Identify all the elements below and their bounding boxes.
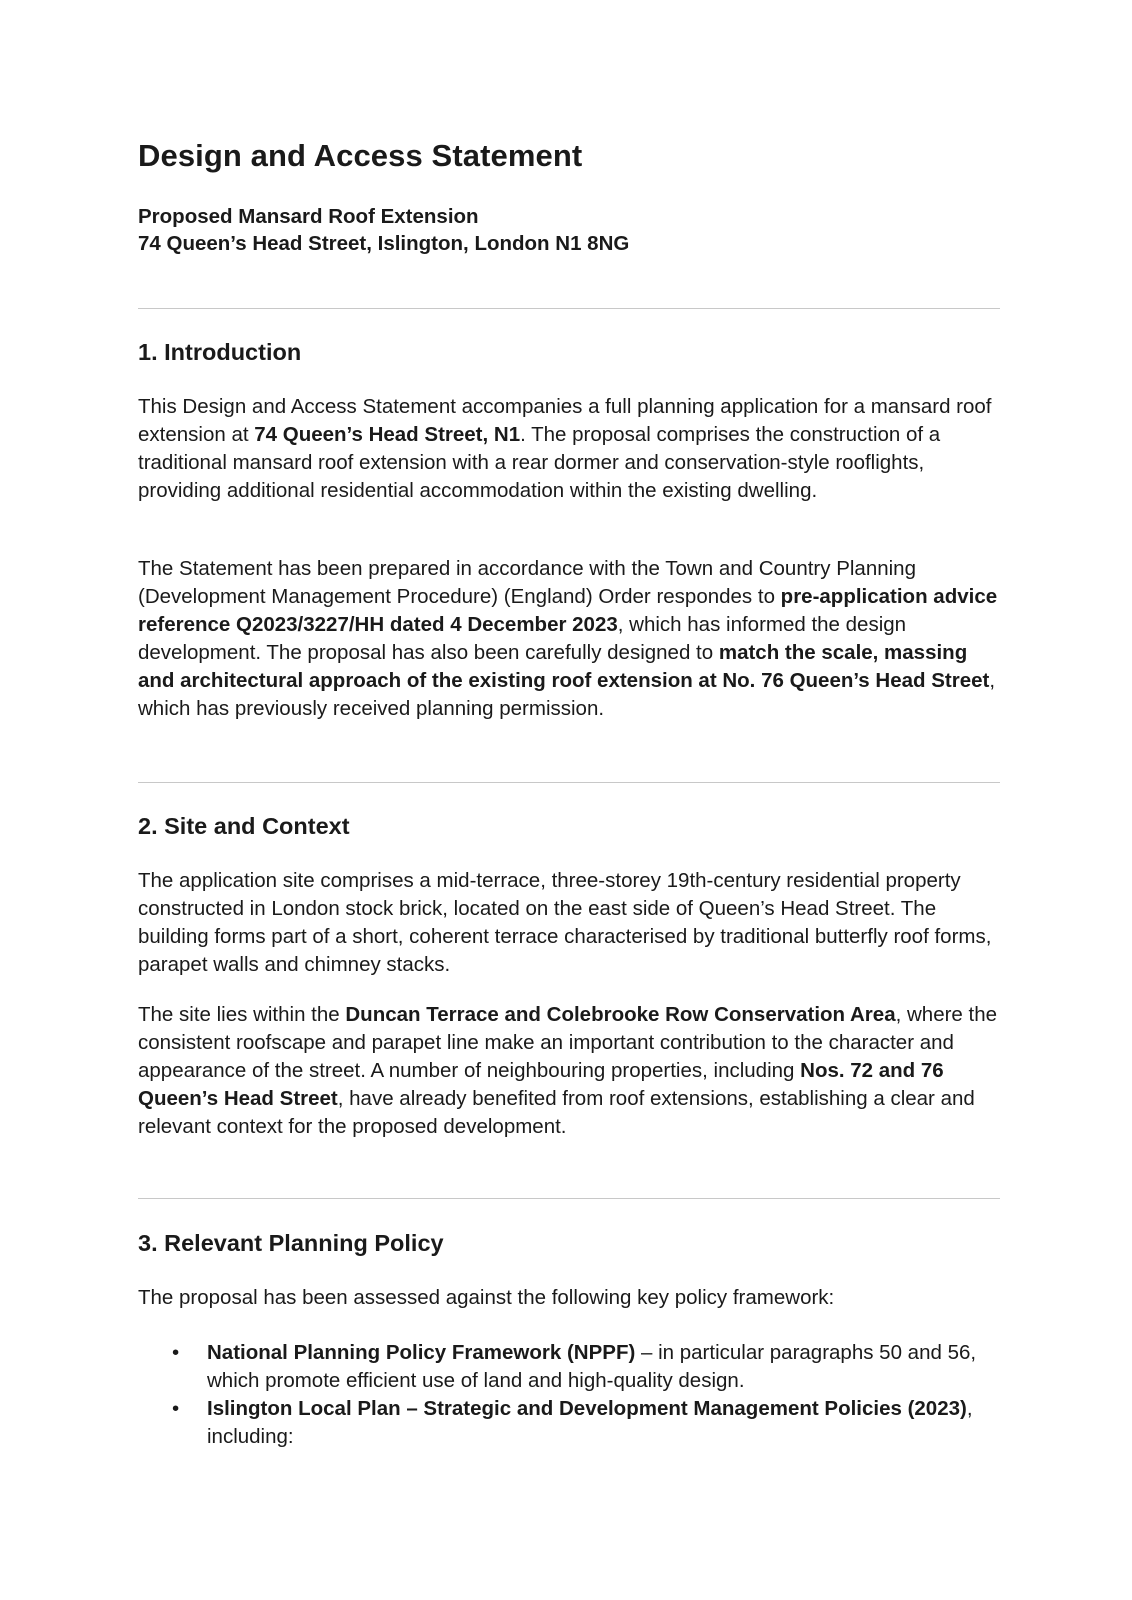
site-paragraph-1: The application site comprises a mid-terrace, three-storey 19th-century residential property constructed in London stock brick, located on the east side of Queen’s Head Street. The building forms part of a short, coherent terrace characterised by traditional butterfly roof forms, parapet walls and chimney stacks. [138, 869, 992, 976]
bullet-icon: • [172, 1341, 180, 1364]
document-title: Design and Access Statement [138, 138, 583, 173]
bullet-icon: • [172, 1397, 180, 1420]
bullet-text: Islington Local Plan – Strategic and Development Management Policies (2023), including: [207, 1397, 973, 1448]
section-divider [138, 308, 1000, 309]
section-heading-site-context: 2. Site and Context [138, 813, 350, 839]
section-divider [138, 782, 1000, 783]
subtitle-proposal: Proposed Mansard Roof Extension [138, 205, 479, 228]
section-heading-introduction: 1. Introduction [138, 339, 302, 365]
section-divider [138, 1198, 1000, 1199]
section-heading-planning-policy: 3. Relevant Planning Policy [138, 1230, 444, 1256]
site-paragraph-2: The site lies within the Duncan Terrace and Colebrooke Row Conservation Area, where the consistent roofscape and parapet line make an important contribution to the character and appearance of the street. A number of neighbouring properties, including Nos. 72 and 76 Queen’s Head Street, have already benefited from roof extensions, establishing a clear and relevant context for the proposed development. [138, 1003, 998, 1138]
subtitle-address: 74 Queen’s Head Street, Islington, London N1 8NG [138, 232, 630, 255]
intro-paragraph-2: The Statement has been prepared in accordance with the Town and Country Planning (Development Management Procedure) (England) Order respondes to pre-application advice reference Q2023/3227/HH dated 4 December 2023, which has informed the design development. The proposal has also been carefully designed to match the scale, massing and architectural approach of the existing roof extension at No. 76 Queen’s Head Street, which has previously received planning permission. [138, 557, 998, 720]
intro-paragraph-1: This Design and Access Statement accompanies a full planning application for a mansard roof extension at 74 Queen’s Head Street, N1. The proposal comprises the construction of a traditional mansard roof extension with a rear dormer and conservation-style rooflights, providing additional residential accommodation within the existing dwelling. [138, 395, 992, 502]
policy-intro: The proposal has been assessed against the following key policy framework: [138, 1286, 835, 1309]
bullet-text: National Planning Policy Framework (NPPF) – in particular paragraphs 50 and 56, which promote efficient use of land and high-quality design. [207, 1341, 977, 1392]
